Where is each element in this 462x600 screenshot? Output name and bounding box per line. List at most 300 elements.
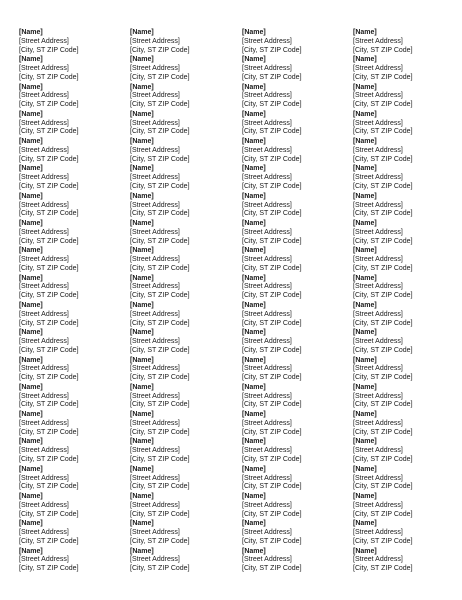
address-label[interactable] — [130, 438, 230, 465]
label-city: [City, ST ZIP Code] — [242, 183, 302, 191]
label-street: [Street Address] — [19, 392, 69, 400]
label-street: [Street Address] — [353, 338, 403, 346]
label-city: [City, ST ZIP Code] — [242, 374, 302, 382]
label-name: [Name] — [242, 165, 266, 173]
address-label[interactable] — [353, 520, 453, 547]
address-label[interactable] — [130, 56, 230, 83]
label-city: [City, ST ZIP Code] — [19, 374, 79, 382]
label-name: [Name] — [130, 520, 154, 528]
label-name: [Name] — [242, 138, 266, 146]
label-street: [Street Address] — [242, 501, 292, 509]
address-label[interactable] — [19, 493, 119, 520]
label-street: [Street Address] — [242, 65, 292, 73]
label-name: [Name] — [242, 411, 266, 419]
label-city: [City, ST ZIP Code] — [19, 128, 79, 136]
label-street: [Street Address] — [242, 474, 292, 482]
address-label[interactable] — [242, 193, 342, 220]
label-street: [Street Address] — [130, 338, 180, 346]
label-city: [City, ST ZIP Code] — [130, 155, 190, 163]
label-city: [City, ST ZIP Code] — [353, 374, 413, 382]
label-street: [Street Address] — [19, 174, 69, 182]
label-name: [Name] — [353, 520, 377, 528]
label-name: [Name] — [242, 329, 266, 337]
address-label[interactable] — [19, 302, 119, 329]
label-city: [City, ST ZIP Code] — [242, 46, 302, 54]
label-name: [Name] — [353, 29, 377, 36]
label-city: [City, ST ZIP Code] — [19, 346, 79, 354]
address-label[interactable] — [242, 275, 342, 302]
label-city: [City, ST ZIP Code] — [19, 155, 79, 163]
label-street: [Street Address] — [19, 447, 69, 455]
label-city: [City, ST ZIP Code] — [353, 456, 413, 464]
label-name: [Name] — [130, 274, 154, 282]
label-name: [Name] — [19, 547, 43, 555]
label-name: [Name] — [19, 247, 43, 255]
label-city: [City, ST ZIP Code] — [19, 73, 79, 81]
label-name: [Name] — [353, 138, 377, 146]
address-label[interactable] — [130, 357, 230, 384]
address-label[interactable] — [242, 111, 342, 138]
label-street: [Street Address] — [130, 119, 180, 127]
label-city: [City, ST ZIP Code] — [353, 264, 413, 272]
label-name: [Name] — [353, 356, 377, 364]
label-city: [City, ST ZIP Code] — [130, 510, 190, 518]
label-city: [City, ST ZIP Code] — [353, 537, 413, 545]
label-name: [Name] — [19, 192, 43, 200]
address-label[interactable] — [130, 220, 230, 247]
label-street: [Street Address] — [19, 529, 69, 537]
address-label[interactable] — [130, 138, 230, 165]
address-label[interactable] — [130, 384, 230, 411]
label-street: [Street Address] — [19, 92, 69, 100]
label-city: [City, ST ZIP Code] — [130, 483, 190, 491]
label-city: [City, ST ZIP Code] — [242, 428, 302, 436]
address-label[interactable] — [242, 138, 342, 165]
address-label[interactable] — [242, 56, 342, 83]
label-name: [Name] — [242, 192, 266, 200]
label-city: [City, ST ZIP Code] — [19, 510, 79, 518]
address-label[interactable] — [242, 220, 342, 247]
label-street: [Street Address] — [242, 556, 292, 564]
label-city: [City, ST ZIP Code] — [19, 456, 79, 464]
label-street: [Street Address] — [130, 474, 180, 482]
label-street: [Street Address] — [130, 201, 180, 209]
label-street: [Street Address] — [353, 501, 403, 509]
label-name: [Name] — [242, 220, 266, 228]
address-label[interactable] — [242, 329, 342, 356]
label-street: [Street Address] — [353, 92, 403, 100]
label-city: [City, ST ZIP Code] — [19, 210, 79, 218]
label-city: [City, ST ZIP Code] — [353, 73, 413, 81]
label-city: [City, ST ZIP Code] — [353, 428, 413, 436]
label-city: [City, ST ZIP Code] — [353, 210, 413, 218]
label-name: [Name] — [242, 547, 266, 555]
label-name: [Name] — [353, 438, 377, 446]
label-name: [Name] — [19, 274, 43, 282]
address-label[interactable] — [19, 384, 119, 411]
label-column-1 — [19, 29, 119, 575]
label-name: [Name] — [353, 411, 377, 419]
address-label[interactable] — [353, 165, 453, 192]
label-street: [Street Address] — [242, 447, 292, 455]
address-label[interactable] — [130, 466, 230, 493]
label-street: [Street Address] — [19, 310, 69, 318]
label-name: [Name] — [130, 138, 154, 146]
label-street: [Street Address] — [353, 174, 403, 182]
label-name: [Name] — [353, 547, 377, 555]
address-label[interactable] — [19, 466, 119, 493]
address-label[interactable] — [242, 84, 342, 111]
address-label[interactable] — [242, 411, 342, 438]
label-street: [Street Address] — [353, 529, 403, 537]
address-label[interactable] — [353, 29, 453, 56]
label-city: [City, ST ZIP Code] — [353, 510, 413, 518]
address-label[interactable] — [130, 247, 230, 274]
address-label[interactable] — [19, 111, 119, 138]
label-name: [Name] — [353, 56, 377, 64]
address-label[interactable] — [19, 411, 119, 438]
label-name: [Name] — [130, 247, 154, 255]
label-name: [Name] — [19, 29, 43, 36]
address-label[interactable] — [353, 329, 453, 356]
address-label[interactable] — [353, 193, 453, 220]
label-street: [Street Address] — [242, 37, 292, 45]
label-city: [City, ST ZIP Code] — [130, 73, 190, 81]
label-name: [Name] — [353, 165, 377, 173]
label-street: [Street Address] — [130, 65, 180, 73]
address-label[interactable] — [353, 548, 453, 575]
label-street: [Street Address] — [242, 146, 292, 154]
label-name: [Name] — [242, 520, 266, 528]
label-city: [City, ST ZIP Code] — [242, 73, 302, 81]
label-name: [Name] — [130, 301, 154, 309]
address-label[interactable] — [130, 275, 230, 302]
label-street: [Street Address] — [130, 419, 180, 427]
label-name: [Name] — [19, 465, 43, 473]
address-label[interactable] — [130, 493, 230, 520]
label-name: [Name] — [130, 29, 154, 36]
label-name: [Name] — [130, 83, 154, 91]
label-column-3 — [242, 29, 342, 575]
label-name: [Name] — [242, 301, 266, 309]
label-street: [Street Address] — [242, 365, 292, 373]
label-city: [City, ST ZIP Code] — [353, 483, 413, 491]
label-name: [Name] — [130, 356, 154, 364]
address-label[interactable] — [130, 111, 230, 138]
label-city: [City, ST ZIP Code] — [19, 101, 79, 109]
label-street: [Street Address] — [19, 228, 69, 236]
label-city: [City, ST ZIP Code] — [130, 264, 190, 272]
label-name: [Name] — [130, 493, 154, 501]
label-city: [City, ST ZIP Code] — [242, 101, 302, 109]
label-name: [Name] — [19, 329, 43, 337]
label-name: [Name] — [130, 56, 154, 64]
label-name: [Name] — [19, 493, 43, 501]
label-street: [Street Address] — [130, 392, 180, 400]
label-name: [Name] — [242, 247, 266, 255]
address-label[interactable] — [242, 29, 342, 56]
address-label[interactable] — [19, 438, 119, 465]
address-label[interactable] — [19, 29, 119, 56]
label-street: [Street Address] — [19, 256, 69, 264]
label-name: [Name] — [242, 356, 266, 364]
label-name: [Name] — [353, 383, 377, 391]
label-city: [City, ST ZIP Code] — [130, 428, 190, 436]
label-name: [Name] — [242, 110, 266, 118]
label-name: [Name] — [19, 411, 43, 419]
label-street: [Street Address] — [353, 310, 403, 318]
address-label[interactable] — [19, 329, 119, 356]
label-city: [City, ST ZIP Code] — [130, 319, 190, 327]
label-city: [City, ST ZIP Code] — [19, 183, 79, 191]
address-label[interactable] — [242, 438, 342, 465]
label-street: [Street Address] — [242, 228, 292, 236]
label-name: [Name] — [130, 220, 154, 228]
label-name: [Name] — [242, 438, 266, 446]
address-label[interactable] — [242, 520, 342, 547]
label-city: [City, ST ZIP Code] — [19, 264, 79, 272]
label-city: [City, ST ZIP Code] — [242, 456, 302, 464]
address-label[interactable] — [353, 493, 453, 520]
label-city: [City, ST ZIP Code] — [353, 237, 413, 245]
label-street: [Street Address] — [19, 419, 69, 427]
label-street: [Street Address] — [242, 283, 292, 291]
label-street: [Street Address] — [19, 556, 69, 564]
address-label[interactable] — [19, 138, 119, 165]
address-label[interactable] — [19, 193, 119, 220]
label-name: [Name] — [19, 56, 43, 64]
address-label[interactable] — [19, 84, 119, 111]
label-street: [Street Address] — [353, 447, 403, 455]
address-label[interactable] — [130, 165, 230, 192]
address-label[interactable] — [353, 247, 453, 274]
label-city: [City, ST ZIP Code] — [353, 128, 413, 136]
address-label[interactable] — [242, 247, 342, 274]
address-label[interactable] — [353, 384, 453, 411]
label-name: [Name] — [130, 110, 154, 118]
address-label[interactable] — [242, 165, 342, 192]
address-label[interactable] — [19, 220, 119, 247]
label-street: [Street Address] — [353, 65, 403, 73]
address-label[interactable] — [353, 111, 453, 138]
address-label[interactable] — [130, 520, 230, 547]
label-name: [Name] — [130, 438, 154, 446]
label-street: [Street Address] — [242, 174, 292, 182]
label-city: [City, ST ZIP Code] — [19, 401, 79, 409]
label-name: [Name] — [19, 301, 43, 309]
label-name: [Name] — [19, 138, 43, 146]
label-city: [City, ST ZIP Code] — [130, 183, 190, 191]
label-name: [Name] — [19, 356, 43, 364]
address-label[interactable] — [353, 466, 453, 493]
label-city: [City, ST ZIP Code] — [130, 456, 190, 464]
label-street: [Street Address] — [353, 146, 403, 154]
label-city: [City, ST ZIP Code] — [19, 537, 79, 545]
label-city: [City, ST ZIP Code] — [130, 128, 190, 136]
label-name: [Name] — [353, 329, 377, 337]
label-name: [Name] — [130, 465, 154, 473]
address-label[interactable] — [353, 56, 453, 83]
label-city: [City, ST ZIP Code] — [19, 319, 79, 327]
label-column-2 — [130, 29, 230, 575]
label-name: [Name] — [242, 56, 266, 64]
label-city: [City, ST ZIP Code] — [19, 237, 79, 245]
label-street: [Street Address] — [242, 419, 292, 427]
label-street: [Street Address] — [353, 256, 403, 264]
label-street: [Street Address] — [130, 447, 180, 455]
label-name: [Name] — [242, 383, 266, 391]
label-name: [Name] — [19, 83, 43, 91]
label-street: [Street Address] — [353, 419, 403, 427]
address-label[interactable] — [353, 357, 453, 384]
address-label[interactable] — [353, 411, 453, 438]
label-city: [City, ST ZIP Code] — [353, 155, 413, 163]
label-name: [Name] — [353, 274, 377, 282]
label-name: [Name] — [242, 465, 266, 473]
label-street: [Street Address] — [130, 365, 180, 373]
label-name: [Name] — [353, 83, 377, 91]
label-street: [Street Address] — [19, 283, 69, 291]
address-label[interactable] — [353, 438, 453, 465]
label-name: [Name] — [130, 165, 154, 173]
address-label[interactable] — [130, 411, 230, 438]
label-street: [Street Address] — [130, 501, 180, 509]
address-label[interactable] — [242, 357, 342, 384]
label-city: [City, ST ZIP Code] — [242, 319, 302, 327]
label-city: [City, ST ZIP Code] — [130, 210, 190, 218]
label-street: [Street Address] — [19, 119, 69, 127]
label-name: [Name] — [130, 383, 154, 391]
label-name: [Name] — [353, 110, 377, 118]
label-name: [Name] — [353, 192, 377, 200]
label-city: [City, ST ZIP Code] — [130, 292, 190, 300]
label-city: [City, ST ZIP Code] — [19, 46, 79, 54]
label-city: [City, ST ZIP Code] — [242, 346, 302, 354]
label-street: [Street Address] — [353, 392, 403, 400]
label-street: [Street Address] — [242, 529, 292, 537]
label-street: [Street Address] — [242, 119, 292, 127]
label-name: [Name] — [19, 220, 43, 228]
address-label[interactable] — [353, 138, 453, 165]
label-city: [City, ST ZIP Code] — [242, 210, 302, 218]
label-street: [Street Address] — [19, 146, 69, 154]
label-street: [Street Address] — [353, 283, 403, 291]
label-name: [Name] — [353, 220, 377, 228]
address-label[interactable] — [242, 384, 342, 411]
label-city: [City, ST ZIP Code] — [242, 264, 302, 272]
label-city: [City, ST ZIP Code] — [242, 292, 302, 300]
address-label[interactable] — [130, 29, 230, 56]
address-label[interactable] — [130, 329, 230, 356]
address-label[interactable] — [19, 247, 119, 274]
label-name: [Name] — [19, 383, 43, 391]
label-street: [Street Address] — [353, 474, 403, 482]
label-name: [Name] — [19, 110, 43, 118]
label-street: [Street Address] — [130, 37, 180, 45]
label-street: [Street Address] — [130, 256, 180, 264]
address-label[interactable] — [353, 275, 453, 302]
label-city: [City, ST ZIP Code] — [19, 428, 79, 436]
label-city: [City, ST ZIP Code] — [353, 401, 413, 409]
address-label[interactable] — [130, 193, 230, 220]
label-city: [City, ST ZIP Code] — [130, 101, 190, 109]
label-street: [Street Address] — [19, 365, 69, 373]
address-label[interactable] — [19, 548, 119, 575]
label-street: [Street Address] — [242, 310, 292, 318]
label-name: [Name] — [19, 520, 43, 528]
label-street: [Street Address] — [353, 365, 403, 373]
label-name: [Name] — [353, 247, 377, 255]
label-city: [City, ST ZIP Code] — [130, 374, 190, 382]
label-name: [Name] — [242, 493, 266, 501]
label-city: [City, ST ZIP Code] — [130, 346, 190, 354]
label-street: [Street Address] — [353, 119, 403, 127]
label-city: [City, ST ZIP Code] — [19, 483, 79, 491]
label-street: [Street Address] — [130, 283, 180, 291]
address-label[interactable] — [19, 520, 119, 547]
label-street: [Street Address] — [130, 228, 180, 236]
label-city: [City, ST ZIP Code] — [353, 46, 413, 54]
address-label[interactable] — [19, 56, 119, 83]
label-name: [Name] — [353, 465, 377, 473]
address-label[interactable] — [130, 548, 230, 575]
label-city: [City, ST ZIP Code] — [353, 319, 413, 327]
label-city: [City, ST ZIP Code] — [130, 565, 190, 573]
label-street: [Street Address] — [130, 556, 180, 564]
label-city: [City, ST ZIP Code] — [242, 537, 302, 545]
label-name: [Name] — [130, 192, 154, 200]
label-street: [Street Address] — [19, 501, 69, 509]
label-street: [Street Address] — [242, 256, 292, 264]
label-city: [City, ST ZIP Code] — [242, 510, 302, 518]
address-label[interactable] — [242, 302, 342, 329]
label-street: [Street Address] — [242, 392, 292, 400]
address-label[interactable] — [19, 275, 119, 302]
address-label[interactable] — [242, 466, 342, 493]
label-city: [City, ST ZIP Code] — [242, 128, 302, 136]
label-name: [Name] — [242, 29, 266, 36]
address-label[interactable] — [353, 220, 453, 247]
address-label[interactable] — [130, 84, 230, 111]
label-city: [City, ST ZIP Code] — [130, 537, 190, 545]
label-city: [City, ST ZIP Code] — [19, 292, 79, 300]
address-label[interactable] — [19, 357, 119, 384]
label-name: [Name] — [130, 547, 154, 555]
label-name: [Name] — [242, 274, 266, 282]
label-city: [City, ST ZIP Code] — [130, 46, 190, 54]
label-street: [Street Address] — [19, 201, 69, 209]
address-label[interactable] — [242, 493, 342, 520]
address-label[interactable] — [130, 302, 230, 329]
label-street: [Street Address] — [353, 556, 403, 564]
label-street: [Street Address] — [19, 65, 69, 73]
address-label[interactable] — [19, 165, 119, 192]
label-name: [Name] — [130, 411, 154, 419]
address-label[interactable] — [353, 302, 453, 329]
label-street: [Street Address] — [19, 474, 69, 482]
label-street: [Street Address] — [242, 201, 292, 209]
label-city: [City, ST ZIP Code] — [353, 183, 413, 191]
address-label[interactable] — [242, 548, 342, 575]
label-name: [Name] — [353, 493, 377, 501]
label-city: [City, ST ZIP Code] — [353, 292, 413, 300]
label-street: [Street Address] — [130, 92, 180, 100]
address-label[interactable] — [353, 84, 453, 111]
label-street: [Street Address] — [19, 37, 69, 45]
label-city: [City, ST ZIP Code] — [242, 237, 302, 245]
label-street: [Street Address] — [19, 338, 69, 346]
label-name: [Name] — [19, 438, 43, 446]
